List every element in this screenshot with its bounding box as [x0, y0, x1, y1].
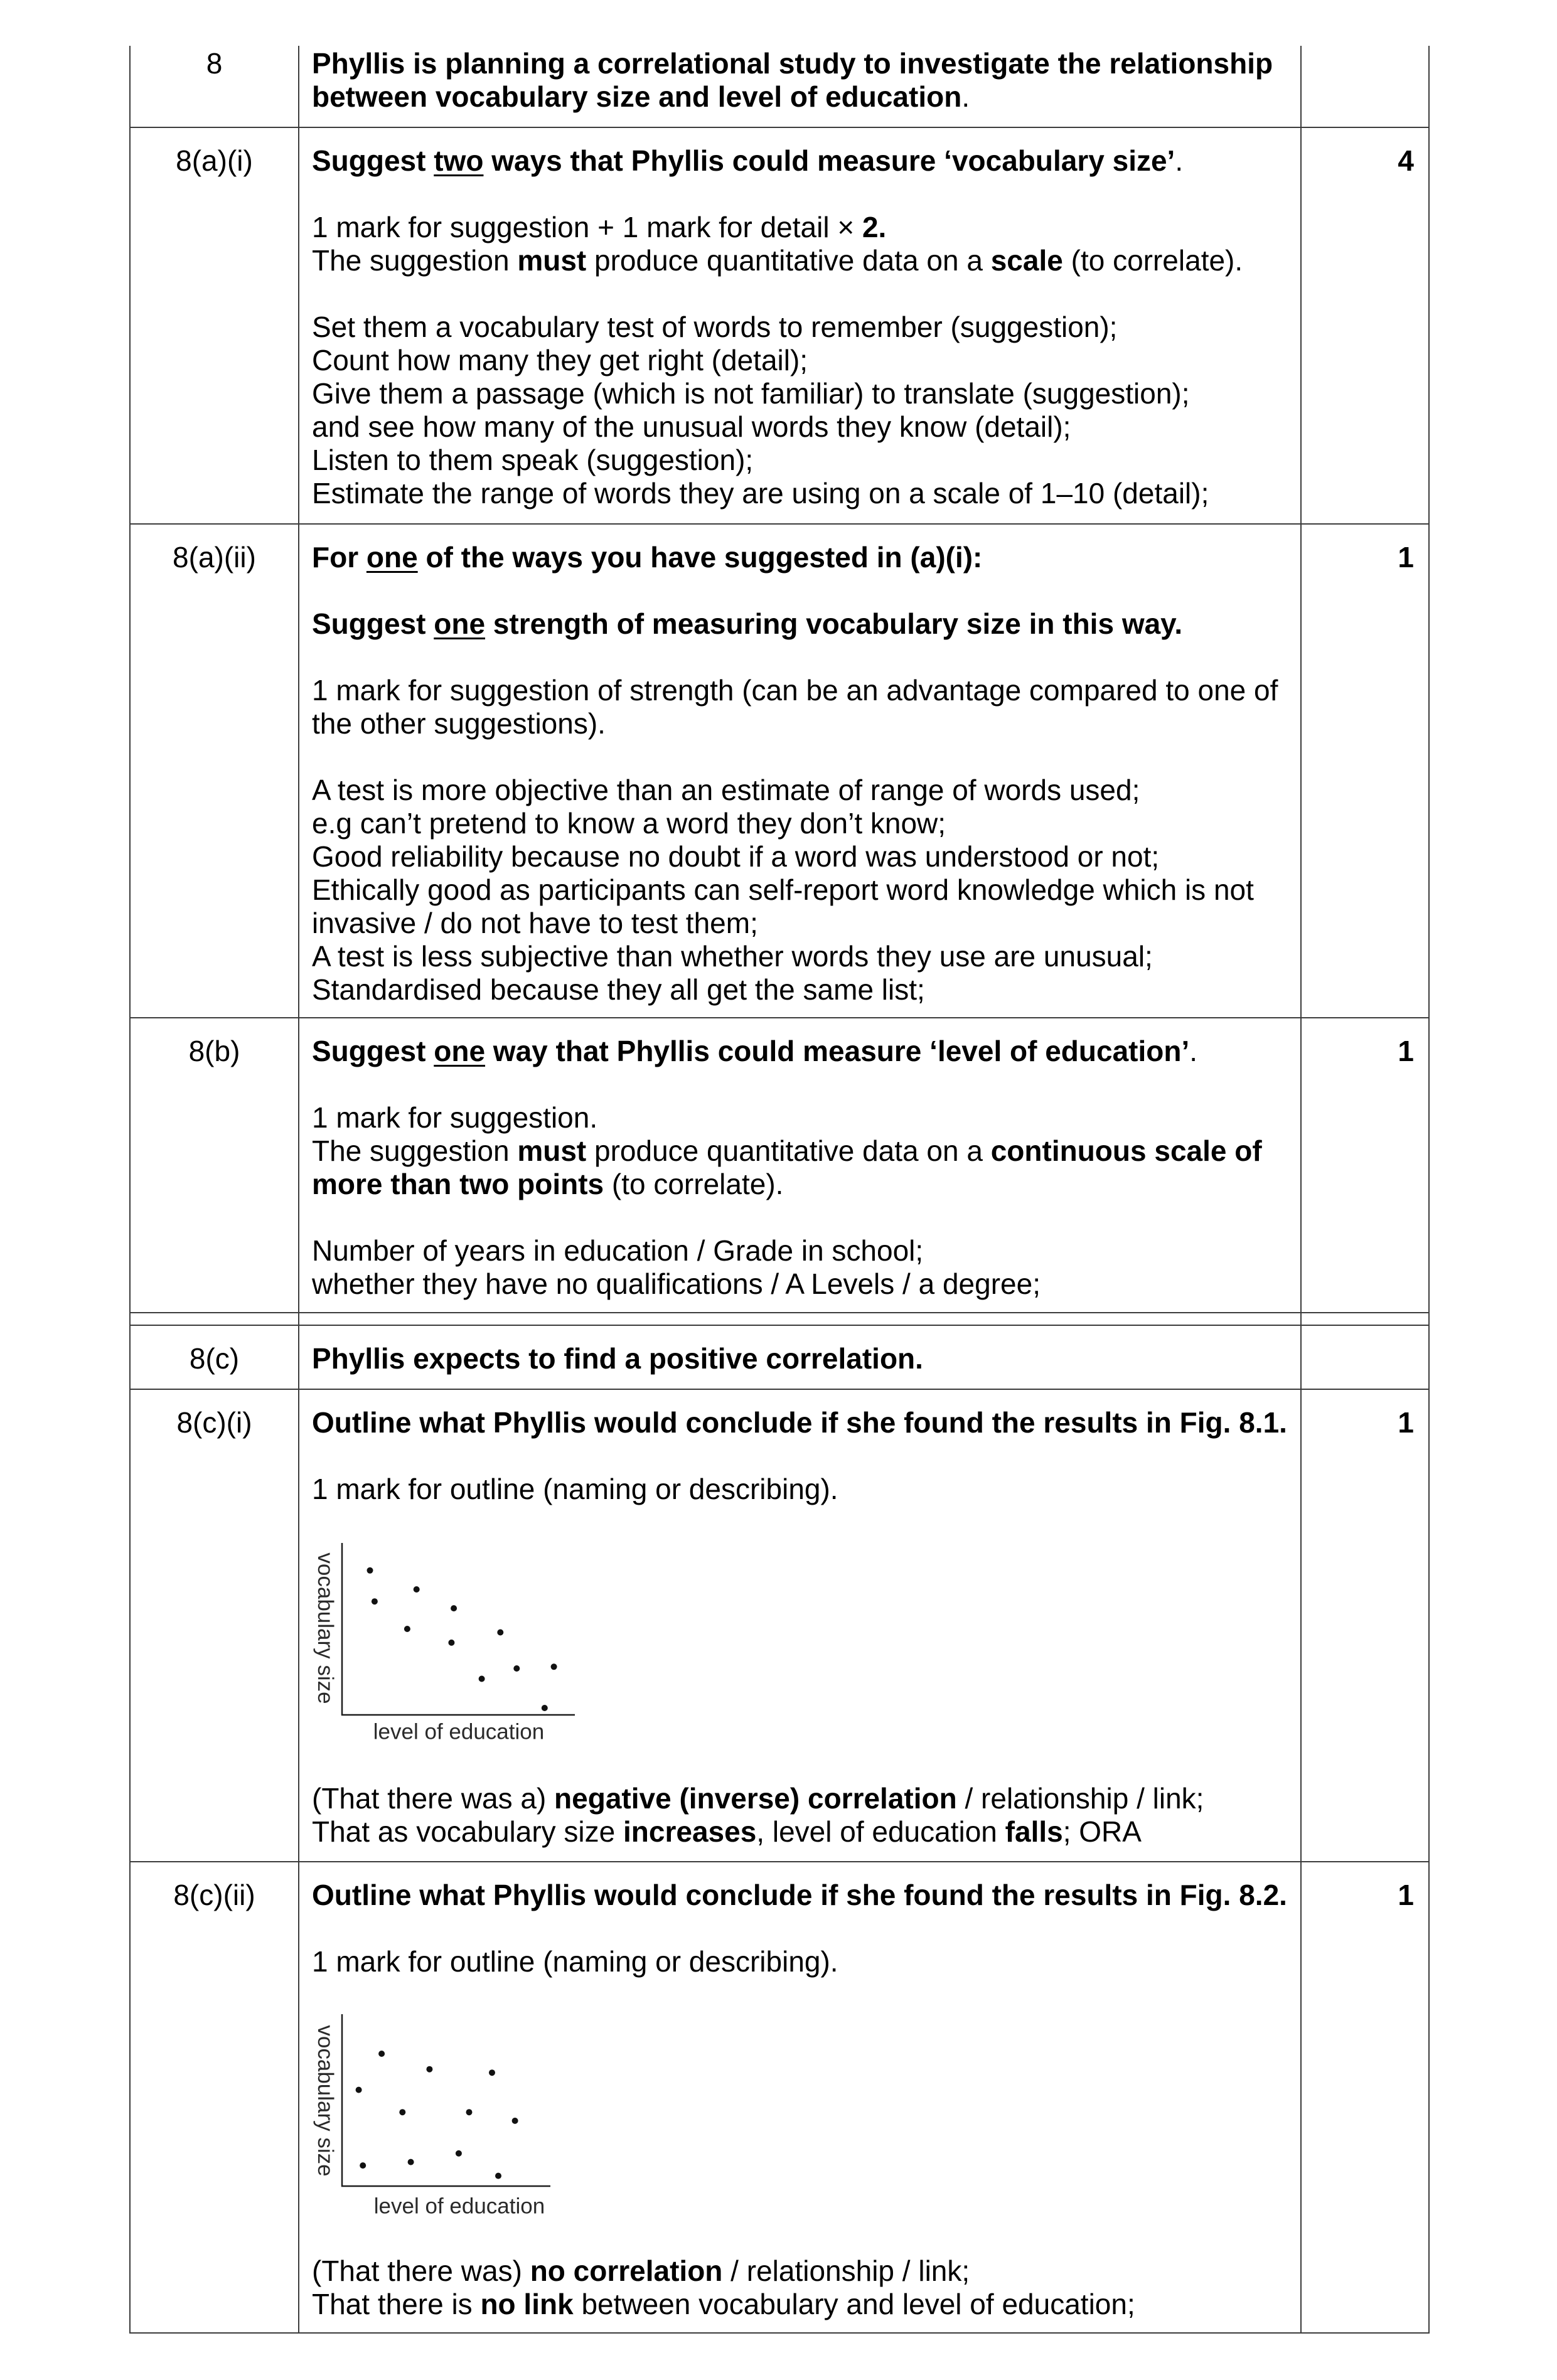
column-divider: [1300, 1326, 1302, 1389]
text-line: [312, 2288, 1291, 2321]
text-line: [312, 1035, 1291, 1068]
text-run: .: [1175, 144, 1184, 177]
text-line: [312, 477, 1291, 510]
text-run: Estimate the range of words they are using on a scale of 1–10 (detail);: [312, 477, 1209, 510]
mark-scheme-row: [129, 1018, 1430, 1313]
data-point: [372, 1598, 378, 1604]
bold-text: no link: [480, 2288, 574, 2320]
paragraph: [312, 144, 1291, 178]
column-divider: [1300, 1390, 1302, 1861]
text-line: [312, 907, 1291, 940]
paragraph: [312, 1234, 1291, 1301]
text-run: invasive / do not have to test them;: [312, 907, 758, 939]
bold-text: Suggest: [312, 1035, 434, 1067]
text-line: [312, 840, 1291, 873]
bold-text: continuous scale of: [990, 1134, 1262, 1167]
text-run: Good reliability because no doubt if a word was understood or not;: [312, 840, 1160, 873]
bold-text: Outline what Phyllis would conclude if she found the results in Fig. 8.2.: [312, 1879, 1287, 1911]
column-divider: [1300, 128, 1302, 523]
column-divider: [298, 1326, 299, 1389]
text-line: [312, 873, 1291, 907]
paragraph: [312, 47, 1291, 114]
text-run: That there is: [312, 2288, 481, 2320]
bold-text: of the ways you have suggested in (a)(i):: [417, 541, 983, 574]
bold-text: 2.: [862, 211, 887, 243]
text-run: and see how many of the unusual words they know (detail);: [312, 410, 1071, 443]
data-point: [404, 1626, 410, 1632]
marks-value: 1: [1398, 1406, 1414, 1439]
x-axis-label: level of education: [373, 1719, 545, 1744]
mark-scheme-row: [129, 1390, 1430, 1862]
text-run: Number of years in education / Grade in school;: [312, 1234, 924, 1267]
column-divider: [1300, 46, 1302, 127]
data-point: [466, 2109, 473, 2115]
data-point: [512, 2118, 518, 2124]
text-run: (to correlate).: [1062, 244, 1243, 277]
marks-value: 4: [1398, 144, 1414, 177]
text-run: (to correlate).: [604, 1168, 784, 1200]
text-line: [312, 707, 1291, 740]
text-run: Give them a passage (which is not familiar) to translate (suggestion);: [312, 377, 1190, 410]
bold-text: between vocabulary size and level of education: [312, 80, 962, 113]
text-line: [312, 1234, 1291, 1267]
paragraph: [312, 774, 1291, 1006]
column-divider: [298, 1390, 299, 1861]
marks-value: 1: [1398, 1035, 1414, 1067]
text-run: A test is less subjective than whether words they use are unusual;: [312, 940, 1153, 973]
mark-scheme-row: [129, 1862, 1430, 2334]
text-line: [312, 2255, 1291, 2288]
text-run: (That there was): [312, 2255, 530, 2287]
text-line: [312, 244, 1291, 277]
question-number: 8(c)(ii): [173, 1879, 255, 1911]
bold-text: ways that Phyllis could measure ‘vocabulary size’: [483, 144, 1175, 177]
question-number: 8(a)(ii): [173, 541, 256, 574]
bold-text: more than two points: [312, 1168, 604, 1200]
data-point: [497, 1630, 503, 1636]
paragraph: [312, 1945, 1291, 1978]
text-line: [312, 1782, 1291, 1815]
text-run: produce quantitative data on a: [586, 244, 991, 277]
bold-text: must: [517, 244, 587, 277]
text-line: [312, 80, 1291, 114]
text-line: [312, 144, 1291, 178]
paragraph: [312, 1782, 1291, 1849]
underlined-bold-text: one: [366, 541, 418, 574]
question-number: 8(a)(i): [176, 144, 253, 177]
data-point: [551, 1663, 557, 1670]
text-line: [312, 774, 1291, 807]
paragraph: [312, 1035, 1291, 1068]
data-point: [479, 1676, 485, 1682]
data-point: [360, 2162, 366, 2169]
text-line: [312, 1945, 1291, 1978]
data-point: [414, 1586, 420, 1593]
text-line: [312, 311, 1291, 344]
data-point: [451, 1605, 457, 1611]
text-run: / relationship / link;: [722, 2255, 970, 2287]
marks-value: 1: [1398, 1879, 1414, 1911]
scatter-plot: [312, 1506, 613, 1782]
column-divider: [298, 1313, 299, 1325]
data-point: [495, 2173, 501, 2179]
bold-text: increases: [623, 1815, 757, 1848]
data-point: [513, 1665, 520, 1672]
text-line: [312, 1879, 1291, 1912]
text-line: [312, 1101, 1291, 1134]
paragraph: [312, 1879, 1291, 1912]
underlined-bold-text: one: [434, 1035, 486, 1067]
paragraph: [312, 311, 1291, 510]
paragraph: [312, 1406, 1291, 1439]
paragraph: [312, 674, 1291, 740]
column-divider: [1300, 1313, 1302, 1325]
text-line: [312, 607, 1291, 641]
paragraph: [312, 1101, 1291, 1201]
paragraph: [312, 1473, 1291, 1506]
column-divider: [298, 128, 299, 523]
column-divider: [1300, 1862, 1302, 2332]
mark-scheme-row: [129, 525, 1430, 1018]
text-line: [312, 211, 1291, 244]
text-line: [312, 344, 1291, 377]
bold-text: must: [517, 1134, 587, 1167]
bold-text: For: [312, 541, 367, 574]
bold-text: Phyllis expects to find a positive correlation.: [312, 1342, 923, 1375]
scatter-plot: [312, 1978, 613, 2255]
answer-content: [312, 1406, 1291, 1849]
text-run: 1 mark for outline (naming or describing).: [312, 1473, 838, 1505]
text-line: [312, 1342, 1291, 1375]
data-point: [378, 2051, 385, 2057]
text-run: .: [1189, 1035, 1198, 1067]
text-line: [312, 1473, 1291, 1506]
text-line: [312, 940, 1291, 973]
data-point: [356, 2087, 362, 2093]
bold-text: way that Phyllis could measure ‘level of education’: [485, 1035, 1190, 1067]
text-run: between vocabulary and level of education;: [573, 2288, 1135, 2320]
paragraph: [312, 211, 1291, 277]
bold-text: Suggest: [312, 607, 434, 640]
text-line: [312, 674, 1291, 707]
data-point: [489, 2069, 495, 2076]
data-point: [426, 2066, 432, 2073]
text-line: [312, 444, 1291, 477]
text-run: The suggestion: [312, 1134, 518, 1167]
text-run: Listen to them speak (suggestion);: [312, 444, 754, 476]
text-run: whether they have no qualifications / A Levels / a degree;: [312, 1267, 1041, 1300]
text-run: A test is more objective than an estimate of range of words used;: [312, 774, 1140, 806]
y-axis-label: vocabulary size: [313, 2025, 338, 2177]
underlined-bold-text: two: [434, 144, 484, 177]
paragraph: [312, 607, 1291, 641]
text-run: Count how many they get right (detail);: [312, 344, 808, 376]
text-run: The suggestion: [312, 244, 518, 277]
underlined-bold-text: one: [434, 607, 486, 640]
bold-text: negative (inverse) correlation: [554, 1782, 957, 1815]
text-run: 1 mark for suggestion of strength (can be an advantage compared to one of: [312, 674, 1278, 707]
bold-text: strength of measuring vocabulary size in this way.: [485, 607, 1183, 640]
text-run: Set them a vocabulary test of words to remember (suggestion);: [312, 311, 1118, 343]
column-divider: [1300, 525, 1302, 1017]
column-divider: [298, 1018, 299, 1312]
answer-content: [312, 1035, 1291, 1301]
answer-content: [312, 47, 1291, 114]
paragraph: [312, 1342, 1291, 1375]
text-run: , level of education: [756, 1815, 1005, 1848]
question-number: 8(c)(i): [176, 1406, 252, 1439]
y-axis-label: vocabulary size: [313, 1552, 338, 1704]
answer-content: [312, 541, 1291, 1006]
mark-scheme-row: [129, 46, 1430, 128]
answer-content: [312, 1879, 1291, 2321]
bold-text: no correlation: [530, 2255, 723, 2287]
text-line: [312, 1267, 1291, 1301]
data-point: [448, 1640, 454, 1646]
text-line: [312, 1134, 1291, 1168]
bold-text: Phyllis is planning a correlational study to investigate the relationship: [312, 47, 1273, 80]
mark-scheme-row: [129, 1326, 1430, 1390]
text-line: [312, 377, 1291, 410]
column-divider: [298, 1862, 299, 2332]
scatter-figure: [312, 1506, 1291, 1782]
data-point: [542, 1705, 548, 1711]
text-line: [312, 973, 1291, 1006]
scatter-figure: [312, 1978, 1291, 2255]
text-run: Standardised because they all get the same list;: [312, 973, 925, 1006]
x-axis-label: level of education: [373, 2194, 545, 2219]
text-run: 1 mark for suggestion + 1 mark for detail ×: [312, 211, 862, 243]
column-divider: [298, 46, 299, 127]
text-line: [312, 541, 1291, 574]
text-run: .: [961, 80, 970, 113]
question-number: 8(c): [189, 1342, 240, 1375]
question-number: 8: [206, 47, 223, 80]
text-run: Ethically good as participants can self-report word knowledge which is not: [312, 873, 1254, 906]
text-line: [312, 1406, 1291, 1439]
text-run: 1 mark for outline (naming or describing).: [312, 1945, 838, 1978]
text-line: [312, 47, 1291, 80]
bold-text: scale: [990, 244, 1063, 277]
text-line: [312, 1168, 1291, 1201]
data-point: [456, 2150, 462, 2157]
bold-text: Suggest: [312, 144, 434, 177]
data-point: [367, 1567, 373, 1574]
text-line: [312, 807, 1291, 840]
text-line: [312, 1815, 1291, 1849]
paragraph: [312, 2255, 1291, 2321]
column-divider: [1300, 1018, 1302, 1312]
text-run: ; ORA: [1062, 1815, 1142, 1848]
paragraph: [312, 541, 1291, 574]
text-run: / relationship / link;: [956, 1782, 1204, 1815]
text-line: [312, 410, 1291, 444]
bold-text: Outline what Phyllis would conclude if she found the results in Fig. 8.1.: [312, 1406, 1287, 1439]
text-run: produce quantitative data on a: [586, 1134, 991, 1167]
column-divider: [298, 525, 299, 1017]
marks-value: 1: [1398, 541, 1414, 574]
data-point: [399, 2109, 405, 2115]
text-run: (That there was a): [312, 1782, 555, 1815]
mark-scheme-row: [129, 128, 1430, 525]
text-run: 1 mark for suggestion.: [312, 1101, 598, 1134]
answer-content: [312, 144, 1291, 510]
text-run: the other suggestions).: [312, 707, 606, 740]
question-number: 8(b): [188, 1035, 240, 1067]
answer-content: [312, 1342, 1291, 1375]
data-point: [408, 2159, 414, 2165]
text-run: That as vocabulary size: [312, 1815, 624, 1848]
bold-text: falls: [1005, 1815, 1063, 1848]
text-run: e.g can’t pretend to know a word they don’t know;: [312, 807, 946, 840]
table-spacer-row: [129, 1313, 1430, 1326]
